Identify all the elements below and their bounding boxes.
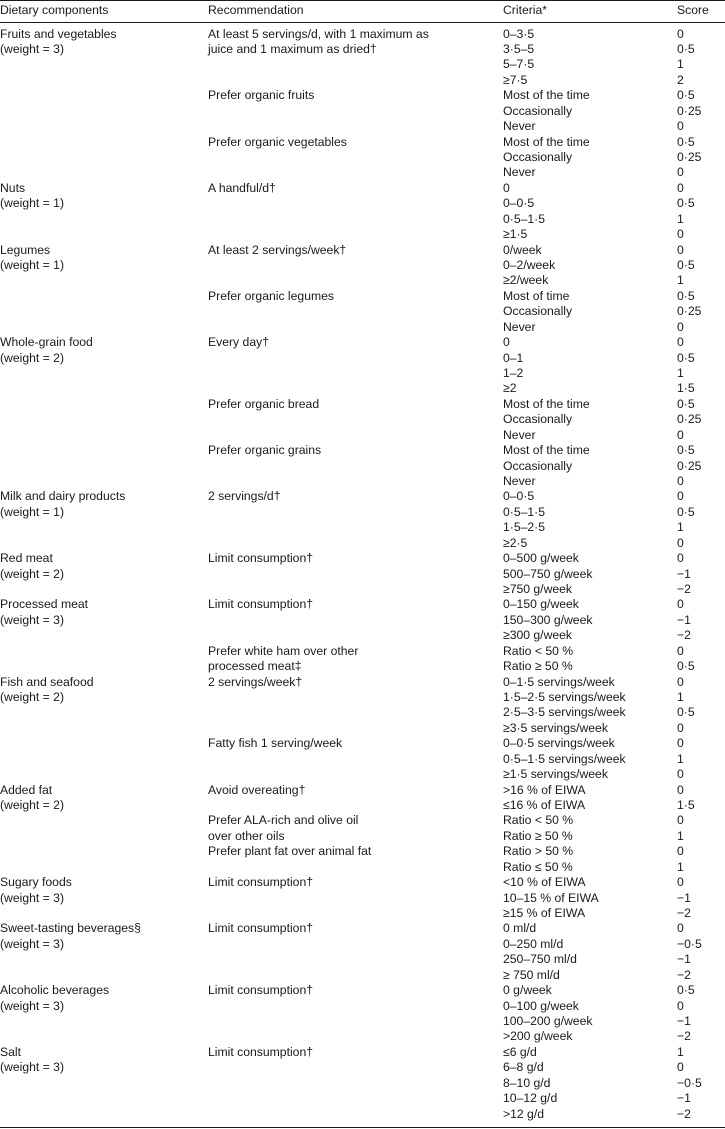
table-header-rule	[0, 22, 725, 23]
score-cell: 0	[677, 674, 684, 689]
table-row	[0, 1107, 725, 1122]
criteria-cell: Never	[503, 119, 536, 134]
criteria-cell: 3·5–5	[503, 41, 535, 56]
table-row	[0, 582, 725, 597]
score-cell: −0·5	[677, 936, 702, 951]
criteria-cell: 6–8 g/d	[503, 1060, 544, 1075]
recommendation-cell: Prefer organic legumes	[208, 288, 334, 303]
score-cell: 0	[677, 119, 684, 134]
table-row	[0, 551, 725, 566]
table-row	[0, 999, 725, 1014]
score-cell: 1	[677, 859, 684, 874]
score-cell: 0	[677, 782, 684, 797]
recommendation-cell: 2 servings/d†	[208, 489, 281, 504]
table-row	[0, 135, 725, 150]
criteria-cell: >200 g/week	[503, 1029, 573, 1044]
table-row	[0, 1091, 725, 1106]
table-row	[0, 906, 725, 921]
table-row	[0, 798, 725, 813]
criteria-cell: Occasionally	[503, 304, 573, 319]
header-criteria: Criteria*	[503, 3, 548, 17]
component-cell: Nuts	[0, 180, 26, 195]
criteria-cell: 1·5–2·5	[503, 520, 546, 535]
criteria-cell: Ratio < 50 %	[503, 643, 574, 658]
criteria-cell: 5–7·5	[503, 57, 535, 72]
criteria-cell: Most of the time	[503, 134, 590, 149]
criteria-cell: 10–12 g/d	[503, 1091, 558, 1106]
table-row	[0, 675, 725, 690]
score-cell: −1	[677, 1091, 691, 1106]
score-cell: −2	[677, 581, 691, 596]
recommendation-cell: Limit consumption†	[208, 551, 313, 566]
recommendation-cell: 2 servings/week†	[208, 674, 303, 689]
score-cell: −2	[677, 1106, 691, 1121]
criteria-cell: Occasionally	[503, 149, 573, 164]
criteria-cell: Most of time	[503, 288, 570, 303]
component-cell: (weight = 3)	[0, 1060, 65, 1075]
criteria-cell: 0–0·5	[503, 489, 535, 504]
table-row	[0, 1029, 725, 1044]
recommendation-cell: Limit consumption†	[208, 597, 313, 612]
component-cell: Legumes	[0, 242, 51, 257]
criteria-cell: 2·5–3·5 servings/week	[503, 705, 626, 720]
recommendation-cell: Limit consumption†	[208, 1044, 313, 1059]
table-row	[0, 165, 725, 180]
criteria-cell: 0 ml/d	[503, 921, 537, 936]
component-cell: (weight = 1)	[0, 504, 65, 519]
table-row	[0, 119, 725, 134]
criteria-cell: 0	[503, 180, 510, 195]
score-cell: 0	[677, 844, 684, 859]
table-row	[0, 412, 725, 427]
recommendation-cell: Prefer organic vegetables	[208, 134, 347, 149]
table-row	[0, 397, 725, 412]
recommendation-cell: Limit consumption†	[208, 875, 313, 890]
component-cell: Sweet-tasting beverages§	[0, 921, 141, 936]
criteria-cell: 0–100 g/week	[503, 998, 579, 1013]
score-cell: 0	[677, 180, 684, 195]
score-cell: 1	[677, 57, 684, 72]
criteria-cell: 1·5–2·5 servings/week	[503, 689, 626, 704]
score-cell: 0	[677, 427, 684, 442]
score-cell: 0	[677, 720, 684, 735]
table-row	[0, 304, 725, 319]
table-row	[0, 921, 725, 936]
criteria-cell: 0·5–1·5 servings/week	[503, 751, 626, 766]
score-cell: 0	[677, 998, 684, 1013]
table-row	[0, 983, 725, 998]
score-cell: 0	[677, 736, 684, 751]
recommendation-cell: Limit consumption†	[208, 983, 313, 998]
table-row	[0, 875, 725, 890]
score-cell: 0·5	[677, 196, 695, 211]
score-cell: 0·25	[677, 458, 702, 473]
criteria-cell: ≥750 g/week	[503, 581, 573, 596]
criteria-cell: 0–0·5	[503, 196, 535, 211]
score-cell: 1	[677, 1044, 684, 1059]
criteria-cell: Never	[503, 473, 536, 488]
component-cell: (weight = 2)	[0, 350, 65, 365]
score-cell: 0·5	[677, 288, 695, 303]
table-row	[0, 73, 725, 88]
header-recommendation: Recommendation	[208, 3, 304, 17]
score-cell: 0·5	[677, 443, 695, 458]
table-row	[0, 42, 725, 57]
table-row	[0, 366, 725, 381]
score-cell: 0·25	[677, 304, 702, 319]
criteria-cell: ≥1·5 servings/week	[503, 767, 608, 782]
component-cell: (weight = 2)	[0, 798, 65, 812]
table-row	[0, 736, 725, 751]
criteria-cell: Never	[503, 319, 536, 334]
criteria-cell: 250–750 ml/d	[503, 952, 577, 967]
table-row	[0, 1014, 725, 1029]
score-cell: 1	[677, 211, 684, 226]
criteria-cell: ≥300 g/week	[503, 628, 573, 643]
table-row	[0, 659, 725, 674]
score-cell: 0·5	[677, 396, 695, 411]
component-cell: Fish and seafood	[0, 674, 94, 689]
component-cell: Red meat	[0, 551, 53, 566]
table-row	[0, 243, 725, 258]
score-cell: −2	[677, 906, 691, 920]
component-cell: Alcoholic beverages	[0, 983, 110, 998]
score-cell: 0·5	[677, 41, 695, 56]
table-bottom-rule	[0, 1127, 725, 1128]
score-cell: 1	[677, 365, 684, 380]
component-cell: (weight = 3)	[0, 936, 65, 951]
score-cell: 0	[677, 489, 684, 504]
component-cell: Processed meat	[0, 597, 89, 612]
criteria-cell: ≥2/week	[503, 273, 549, 288]
recommendation-cell: processed meat‡	[208, 659, 302, 674]
table-row	[0, 505, 725, 520]
criteria-cell: 10–15 % of EIWA	[503, 890, 599, 905]
criteria-cell: 0–250 ml/d	[503, 936, 564, 951]
recommendation-cell: Prefer plant fat over animal fat	[208, 844, 372, 859]
score-cell: 2	[677, 72, 684, 87]
component-cell: Whole-grain food	[0, 335, 93, 350]
table-row	[0, 27, 725, 42]
recommendation-cell: Prefer organic fruits	[208, 88, 315, 103]
criteria-cell: Most of the time	[503, 396, 590, 411]
component-cell: (weight = 1)	[0, 257, 65, 272]
table-row	[0, 937, 725, 952]
score-cell: 0	[677, 1060, 684, 1075]
table-row	[0, 1045, 725, 1060]
table-row	[0, 613, 725, 628]
score-cell: −1	[677, 1014, 691, 1029]
table-row	[0, 443, 725, 458]
criteria-cell: 0–500 g/week	[503, 551, 579, 566]
table-row	[0, 150, 725, 165]
table-top-rule	[0, 0, 725, 1]
criteria-cell: ≥2	[503, 381, 517, 396]
criteria-cell: ≤6 g/d	[503, 1044, 537, 1059]
criteria-cell: 0–2/week	[503, 257, 556, 272]
table-row	[0, 474, 725, 489]
criteria-cell: ≥1·5	[503, 227, 528, 242]
criteria-cell: Occasionally	[503, 458, 573, 473]
table-row	[0, 351, 725, 366]
score-cell: 0	[677, 597, 684, 612]
recommendation-cell: Limit consumption†	[208, 921, 313, 936]
criteria-cell: 0·5–1·5	[503, 211, 546, 226]
table-row	[0, 335, 725, 350]
table-row	[0, 567, 725, 582]
score-cell: −1	[677, 952, 691, 967]
score-cell: 0	[677, 165, 684, 180]
criteria-cell: >12 g/d	[503, 1106, 545, 1121]
criteria-cell: 0 g/week	[503, 983, 552, 998]
score-cell: 0·25	[677, 149, 702, 164]
criteria-cell: Never	[503, 427, 536, 442]
score-cell: 0	[677, 921, 684, 936]
table-row	[0, 968, 725, 983]
score-cell: 0·5	[677, 88, 695, 103]
score-cell: 0	[677, 767, 684, 782]
recommendation-cell: A handful/d†	[208, 180, 276, 195]
criteria-cell: Ratio ≥ 50 %	[503, 659, 573, 674]
table-row	[0, 860, 725, 875]
score-cell: 1·5	[677, 798, 695, 812]
component-cell: (weight = 2)	[0, 566, 65, 581]
recommendation-cell: over other oils	[208, 828, 285, 843]
criteria-cell: 0·5–1·5	[503, 504, 546, 519]
table-row	[0, 644, 725, 659]
criteria-cell: Ratio ≤ 50 %	[503, 859, 573, 874]
criteria-cell: 0/week	[503, 242, 542, 257]
table-row	[0, 227, 725, 242]
table-row	[0, 1076, 725, 1091]
criteria-cell: Ratio > 50 %	[503, 844, 574, 859]
score-cell: −1	[677, 890, 691, 905]
table-row	[0, 196, 725, 211]
score-cell: 0·5	[677, 705, 695, 720]
component-cell: Sugary foods	[0, 875, 72, 890]
score-cell: 0	[677, 335, 684, 350]
recommendation-cell: Prefer organic bread	[208, 396, 320, 411]
recommendation-cell: At least 2 servings/week†	[208, 242, 347, 257]
table-row	[0, 628, 725, 643]
criteria-cell: 0–1·5 servings/week	[503, 674, 615, 689]
recommendation-cell: Every day†	[208, 335, 269, 350]
table-row	[0, 891, 725, 906]
table-row	[0, 844, 725, 859]
criteria-cell: >16 % of EIWA	[503, 782, 586, 797]
criteria-cell: Most of the time	[503, 88, 590, 103]
table-row	[0, 705, 725, 720]
table-row	[0, 813, 725, 828]
table-row	[0, 767, 725, 782]
criteria-cell: 8–10 g/d	[503, 1075, 551, 1090]
table-row	[0, 428, 725, 443]
criteria-cell: 0–1	[503, 350, 524, 365]
score-cell: 0	[677, 227, 684, 242]
criteria-cell: 100–200 g/week	[503, 1014, 593, 1029]
component-cell: (weight = 3)	[0, 890, 65, 905]
score-cell: 1	[677, 689, 684, 704]
score-cell: 1	[677, 520, 684, 535]
table-row	[0, 381, 725, 396]
criteria-cell: Occasionally	[503, 412, 573, 427]
criteria-cell: Ratio ≥ 50 %	[503, 828, 573, 843]
table-row	[0, 597, 725, 612]
recommendation-cell: Prefer organic grains	[208, 443, 322, 458]
recommendation-cell: At least 5 servings/d, with 1 maximum as	[208, 26, 429, 41]
criteria-cell: 0	[503, 335, 510, 350]
criteria-cell: 0–0·5 servings/week	[503, 736, 615, 751]
criteria-cell: <10 % of EIWA	[503, 875, 586, 890]
table-row	[0, 273, 725, 288]
component-cell: (weight = 1)	[0, 196, 65, 211]
table-row	[0, 459, 725, 474]
criteria-cell: ≥3·5 servings/week	[503, 720, 608, 735]
score-cell: 0·5	[677, 134, 695, 149]
score-cell: 0	[677, 535, 684, 550]
recommendation-cell: Avoid overeating†	[208, 782, 306, 797]
table-row	[0, 721, 725, 736]
score-cell: 0·5	[677, 257, 695, 272]
score-cell: 0	[677, 643, 684, 658]
score-cell: 0	[677, 551, 684, 566]
criteria-cell: ≥2·5	[503, 535, 528, 550]
table-row	[0, 258, 725, 273]
score-cell: −2	[677, 967, 691, 982]
criteria-cell: 0–3·5	[503, 26, 535, 41]
table-row	[0, 783, 725, 798]
score-cell: 0·5	[677, 504, 695, 519]
criteria-cell: Ratio < 50 %	[503, 813, 574, 828]
score-cell: 0·25	[677, 412, 702, 427]
criteria-cell: ≥ 750 ml/d	[503, 967, 560, 982]
table-row	[0, 104, 725, 119]
recommendation-cell: juice and 1 maximum as dried†	[208, 41, 377, 56]
criteria-cell: Most of the time	[503, 443, 590, 458]
score-cell: 0·5	[677, 659, 695, 674]
criteria-cell: 0–150 g/week	[503, 597, 579, 612]
component-cell: Fruits and vegetables	[0, 26, 117, 41]
score-cell: 1·5	[677, 381, 695, 396]
table-row	[0, 952, 725, 967]
score-cell: 0	[677, 319, 684, 334]
table-row	[0, 320, 725, 335]
table-row	[0, 289, 725, 304]
component-cell: Milk and dairy products	[0, 489, 126, 504]
score-cell: 1	[677, 273, 684, 288]
table-row	[0, 690, 725, 705]
criteria-cell: 150–300 g/week	[503, 612, 593, 627]
table-row	[0, 829, 725, 844]
component-cell: Added fat	[0, 782, 53, 797]
table-row	[0, 181, 725, 196]
score-cell: 1	[677, 751, 684, 766]
criteria-cell: Never	[503, 165, 536, 180]
component-cell: (weight = 3)	[0, 998, 65, 1013]
table-row	[0, 88, 725, 103]
criteria-cell: Occasionally	[503, 103, 573, 118]
header-score: Score	[677, 3, 709, 17]
score-cell: −2	[677, 628, 691, 643]
score-cell: 0·5	[677, 983, 695, 998]
header-dietary-components: Dietary components	[0, 3, 109, 17]
recommendation-cell: Prefer white ham over other	[208, 643, 359, 658]
score-cell: −1	[677, 612, 691, 627]
component-cell: Salt	[0, 1044, 22, 1059]
recommendation-cell: Prefer ALA-rich and olive oil	[208, 813, 359, 828]
criteria-cell: ≥15 % of EIWA	[503, 906, 586, 920]
score-cell: 0·5	[677, 350, 695, 365]
recommendation-cell: Fatty fish 1 serving/week	[208, 736, 343, 751]
component-cell: (weight = 3)	[0, 612, 65, 627]
component-cell: (weight = 2)	[0, 689, 65, 704]
score-cell: 0	[677, 473, 684, 488]
score-cell: 0	[677, 242, 684, 257]
criteria-cell: 1–2	[503, 365, 524, 380]
criteria-cell: 500–750 g/week	[503, 566, 593, 581]
table-row	[0, 752, 725, 767]
score-cell: 0	[677, 875, 684, 890]
score-cell: −0·5	[677, 1075, 702, 1090]
criteria-cell: ≥7·5	[503, 72, 528, 87]
score-cell: −2	[677, 1029, 691, 1044]
score-cell: −1	[677, 566, 691, 581]
table-row	[0, 1060, 725, 1075]
table-row	[0, 212, 725, 227]
criteria-cell: ≤16 % of EIWA	[503, 798, 586, 812]
table-row	[0, 536, 725, 551]
table-row	[0, 489, 725, 504]
score-cell: 0	[677, 26, 684, 41]
score-cell: 0	[677, 813, 684, 828]
score-cell: 0·25	[677, 103, 702, 118]
component-cell: (weight = 3)	[0, 41, 65, 56]
table-row	[0, 57, 725, 72]
score-cell: 1	[677, 828, 684, 843]
table-row	[0, 520, 725, 535]
